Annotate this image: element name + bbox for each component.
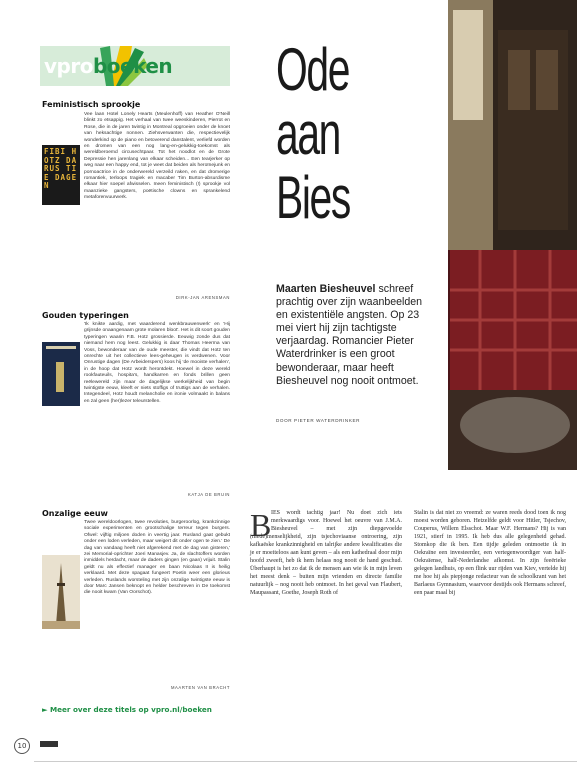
footer-divider (34, 761, 577, 762)
review-author: DIRK-JAN ARENSMAN (175, 295, 230, 300)
review-title: Onzalige eeuw (42, 509, 108, 518)
book-cover-text: FIBI HOTZ DARUS TIE DAGEN (44, 147, 78, 190)
logo-text-vpro: vpro (44, 54, 93, 78)
more-titles-link[interactable]: ► Meer over deze titels op vpro.nl/boeken (42, 705, 212, 714)
review-text: Twee wereldoorlogen, twee revoluties, burgeroorlog, krankzinnige sociale experimenten en grootschalige terreur tegen burgers. Ofwel: vijftig miljoen doden in veertig jaar. Rusland gaat gebukt onder een loden verleden, maar weigert dit onder ogen te zien.' De dag van vandaag heeft niet afgerekend met de dag van gisteren,' zei Memorial-oprichter Joeri Manasjev. Ja, de slachtoffers worden inmiddels herdacht, maar de daders gingen (en gaan) vrijuit. Stalin geldt nu als effectief manager en baan Nicolaas II is heilig verklaard. Met deze spagaat fungeert Poetin weer een glorieus verleden. Ruslands worsteling met zijn onzalige twintigste eeuw is door Marc Jansen beknopt en helder beschreven in De toekomst die nooit kwam (Van Oorschot). (84, 520, 230, 596)
vpro-footer-logo-icon (40, 741, 58, 747)
logo-text-boeken: boeken (92, 54, 173, 78)
review-title: Feministisch sprookje (42, 100, 141, 109)
article-credit: DOOR PIETER WATERDRINKER (276, 418, 361, 423)
review-author: MAARTEN VAN BRACHT (170, 685, 230, 690)
review-text: 'Ik knikte aardig, met waarderend wenkbrauwenwerk' en 'Hij grijnsde onaangenaam grote molaren bloot'. Het is dit soort gouden typeringen waarin F.B. Hotz grossierde. Eeuwig zonde dus dat niemand hem nog leest. Gelukkig is daar Thomas Heerma van Voss, bewonderaar van de oude meester, die vindt dat Hotz ten onrechte uit het collectieve lees-geheugen is verdwenen. Voor Onrustige dagen (De Arbeiderspers) koos hij 'de mooiste verhalen', in de hoop dat Hotz wordt herontdekt. Hoewel in deze wereld rookfauteuils, hospita's, handkarren en fonds brillen geen reëlewereld zijn maar de dagelijkse werkelijkheid van begin twintigste eeuw, kleeft er niets stoffigs of truttigs aan de verhalen. Integendeel, Hotz houdt melancholie en ironie volmaakt in balans en zal geen (her)lezer teleurstellen. (84, 322, 230, 404)
title-word: aan (276, 100, 340, 167)
title-word: Bies (276, 164, 350, 231)
lede-text: schreef prachtig over zijn waanbeelden en existentiële angsten. Op 23 mei viert hij zijn tachtigste verjaardag. Romancier Pieter Waterdrinker is een groot bewonderaar, maar heeft Biesheuvel nog nooit ontmoet. (276, 283, 423, 387)
vpro-boeken-logo (40, 46, 230, 86)
article-title (276, 36, 446, 260)
review-text: Vee laan Hotel Lonely Hearts (Meulenhoff) van Heather O'Neill blinkt zo etsappig. Het verhaal van twee weeskinderen, Pierrot en Rose, die in de jaren twintig in Montreal opgroeien onder de knoet van heksachtige nonnen. Ziehsverwanten die, respectievelijk wonderkind op de piano en betoverend danstalent, verliefd worden en dromen van een nog lang-en-gelukkig-toekomst als wereldberoemd circusechtpaar. Tot het noodlot en de Grote Depressie hen jarenlang van elkaar scheiden... Een tearjerker op weg naar een happy end, tot je weet dat beiden als heroïnejunk en pornoactrice in de onderwereld verzeild raken, en dat dromerige romantiek, terloops tragiek en macaber Tim Burton-absurdisme elkaar hier soepel afwisselen. Ineen feministisch (!) sprookje vol maanzieke gangsters, poëtische clowns en sprankelend metaforenvuurwerk. (84, 112, 230, 201)
article-column-2: Stalin is dat niet zo vreemd: ze waren reeds dood toen ik nog moest worden geboren. Hetzelfde geldt voor Hitler, Tsjechov, Couperus, Willem Elsschot. Maar W.F. Hermans? Hij is van 1921, stierf in 1995. Ik heb dus alle gelegenheid gehad. Stomkop die ik ben. Een tijdje geleden ontmoette ik in Oekraïne een investeerder, een vertegenwoordiger van half-Oekraïense, half-Nederlandse afkomst. In zijn feeërieke gelegen landhuis, op een flink uur rijden van Kiev, vertelde hij me hoe hij als piepjonge redacteur van de schoolkrant van het Barlaeus Gymnasium, waarvoor destijds ook Hermans schreef, een paar maal bij (414, 510, 566, 597)
drop-cap: B (250, 507, 272, 543)
lede-name: Maarten Biesheuvel (276, 283, 376, 295)
review-author: KATJA DE BRUIN (187, 492, 230, 497)
article-column-1: IES wordt tachtig jaar! Nu doet zich iets merkwaardigs voor. Hoewel het oeuvre van J.M.A. Biesheuvel – met zijn diepgevoelde (mede)menselijkheid, zijn tsjechoviaanse ontroering, zijn kafkaëske krankzinnigheid en talrijke andere kwalificaties die je er moeiteloos aan kunt geven – als een kathedraal door mijn hoofd zweeft, heb ik hem helaas nog nooit de hand geschud. Überhaupt is het zo dat ik de mensen aan wie ik in mijn leven het meest denk – buiten mijn vrienden en directe familie natuurlijk – nog nooit heb ontmoet. In het geval van Flaubert, Maupassant, Goethe, Joseph Roth of (250, 510, 402, 597)
title-word: Ode (276, 36, 350, 103)
page-number: 10 (14, 738, 30, 754)
review-title: Gouden typeringen (42, 311, 129, 320)
article-lede (276, 283, 436, 388)
